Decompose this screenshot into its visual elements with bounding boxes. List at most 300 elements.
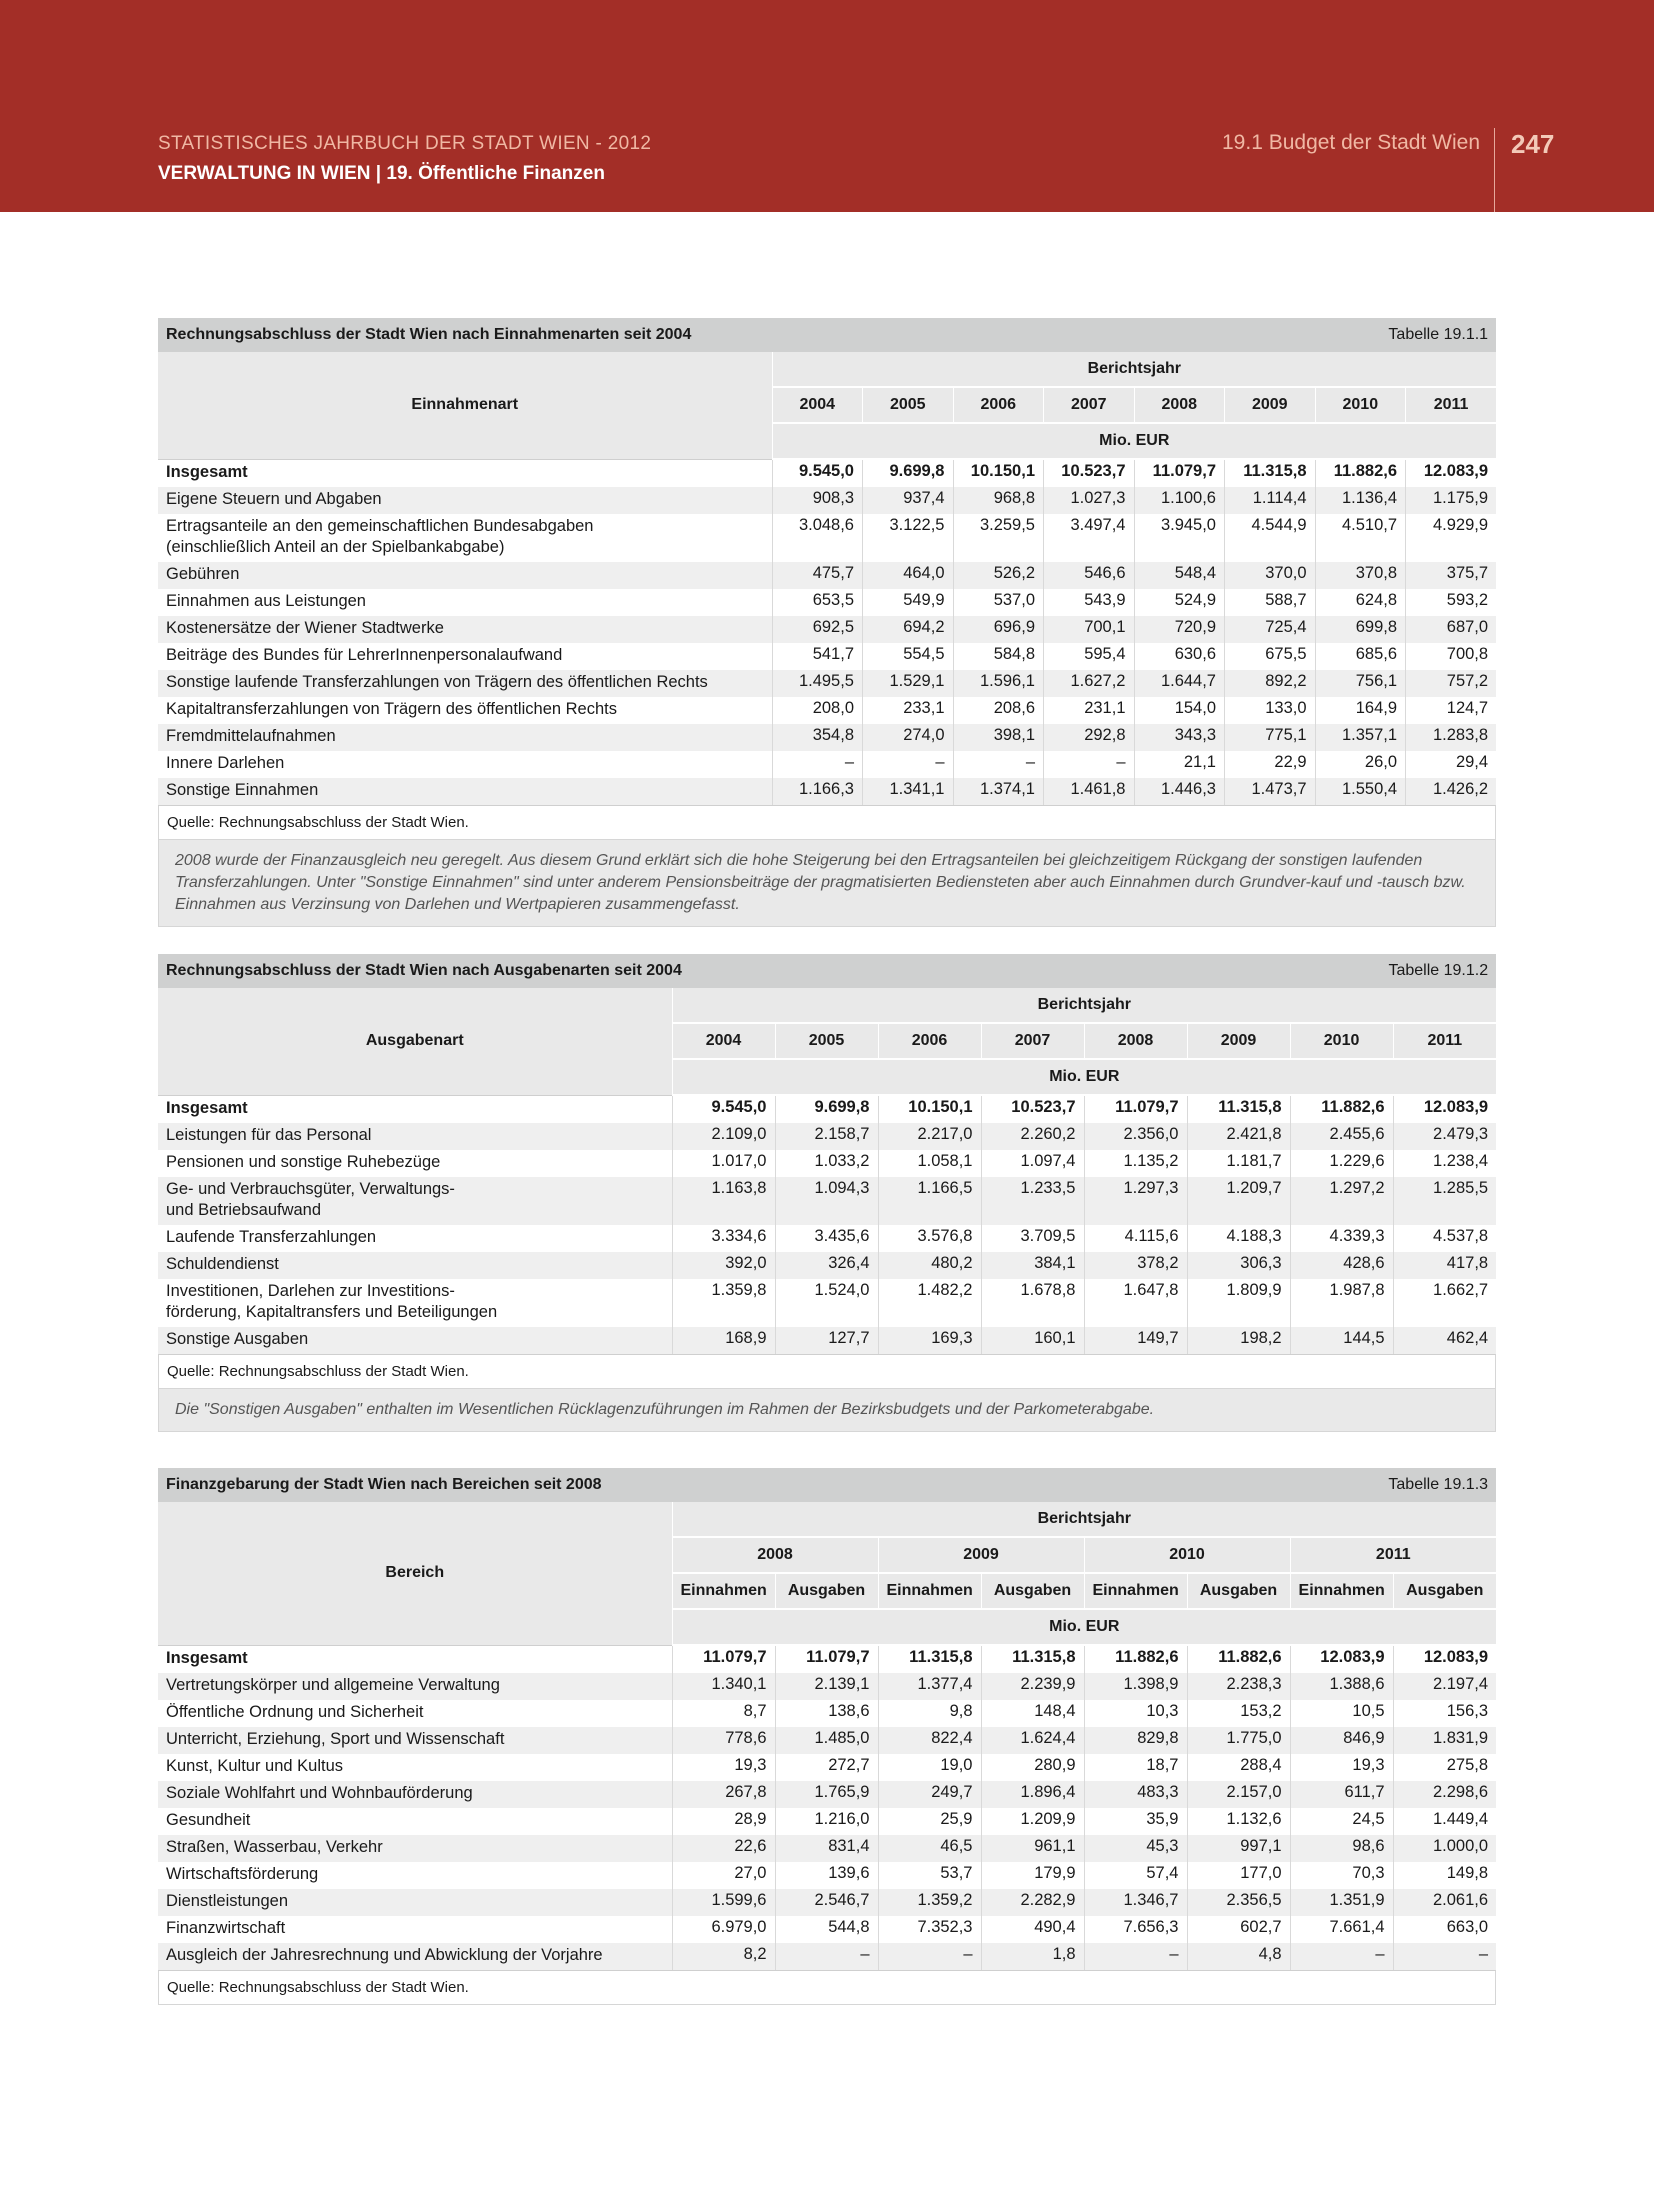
value-cell: 1.359,2 xyxy=(878,1889,981,1916)
value-cell: 546,6 xyxy=(1044,562,1135,589)
value-cell: 1.896,4 xyxy=(981,1781,1084,1808)
row-label xyxy=(158,514,772,562)
value-cell: 133,0 xyxy=(1225,697,1316,724)
value-cell: 18,7 xyxy=(1084,1754,1187,1781)
year-header: 2011 xyxy=(1406,387,1497,423)
value-cell: 231,1 xyxy=(1044,697,1135,724)
value-cell: 10.523,7 xyxy=(981,1095,1084,1123)
value-cell: 2.239,9 xyxy=(981,1673,1084,1700)
value-cell: 1.340,1 xyxy=(672,1673,775,1700)
value-cell: 4.188,3 xyxy=(1187,1225,1290,1252)
table-row xyxy=(158,1862,1496,1889)
row-label-text-cont: und Betriebsaufwand xyxy=(166,1201,322,1219)
value-cell: 4,8 xyxy=(1187,1943,1290,1970)
value-cell: – xyxy=(953,751,1044,778)
table-row xyxy=(158,1279,1496,1327)
value-cell: 483,3 xyxy=(1084,1781,1187,1808)
value-cell: 1.058,1 xyxy=(878,1150,981,1177)
value-cell: 11.315,8 xyxy=(878,1645,981,1673)
value-cell: 274,0 xyxy=(863,724,954,751)
value-cell: 480,2 xyxy=(878,1252,981,1279)
value-cell: 1.473,7 xyxy=(1225,778,1316,805)
group-header: Berichtsjahr xyxy=(672,988,1496,1023)
unit-header: Mio. EUR xyxy=(672,1609,1496,1645)
value-cell: 1.285,5 xyxy=(1393,1177,1496,1225)
value-cell: 544,8 xyxy=(775,1916,878,1943)
value-cell: 1.166,5 xyxy=(878,1177,981,1225)
value-cell: 961,1 xyxy=(981,1835,1084,1862)
value-cell: 1.136,4 xyxy=(1315,487,1406,514)
value-cell: 428,6 xyxy=(1290,1252,1393,1279)
value-cell: 1.529,1 xyxy=(863,670,954,697)
value-cell: 6.979,0 xyxy=(672,1916,775,1943)
table-row xyxy=(158,778,1496,805)
row-label xyxy=(158,670,772,697)
row-label-text: Ausgleich der Jahresrechnung und Abwicklung der Vorjahre xyxy=(166,1946,603,1964)
value-cell: 2.546,7 xyxy=(775,1889,878,1916)
table-19-1-2 xyxy=(158,954,1496,1432)
value-cell: 720,9 xyxy=(1134,616,1225,643)
value-cell: 9.545,0 xyxy=(772,459,863,487)
value-cell: 1.449,4 xyxy=(1393,1808,1496,1835)
value-cell: 846,9 xyxy=(1290,1727,1393,1754)
table-row xyxy=(158,1727,1496,1754)
row-label xyxy=(158,1225,672,1252)
value-cell: 1.132,6 xyxy=(1187,1808,1290,1835)
column-header: Einnahmen xyxy=(672,1573,775,1609)
value-cell: 7.656,3 xyxy=(1084,1916,1187,1943)
value-cell: 1.216,0 xyxy=(775,1808,878,1835)
value-cell: 57,4 xyxy=(1084,1862,1187,1889)
value-cell: 1.094,3 xyxy=(775,1177,878,1225)
value-cell: 1.599,6 xyxy=(672,1889,775,1916)
table-note: 2008 wurde der Finanzausgleich neu geregelt. Aus diesem Grund erklärt sich die hohe Steigerung bei den Ertragsanteilen bei gleichzeitigem Rückgang der sonstigen laufenden Transferzahlungen. Unter "Sonstige Einnahmen" sind unter anderem Pensionsbeiträge der pragmatisierten Bediensteten aber auch Einnahmen durch Grundver-kauf und -tausch bzw. Einnahmen aus Verzinsung von Darlehen und Wertpapieren zusammengefasst. xyxy=(158,840,1496,927)
value-cell: 233,1 xyxy=(863,697,954,724)
value-cell: 3.259,5 xyxy=(953,514,1044,562)
row-label-text: Schuldendienst xyxy=(166,1255,279,1273)
row-label-text: Wirtschaftsförderung xyxy=(166,1865,319,1883)
row-label-text: Innere Darlehen xyxy=(166,754,285,772)
value-cell: 35,9 xyxy=(1084,1808,1187,1835)
value-cell: 249,7 xyxy=(878,1781,981,1808)
value-cell: 10.523,7 xyxy=(1044,459,1135,487)
year-header: 2010 xyxy=(1315,387,1406,423)
value-cell: 11.882,6 xyxy=(1290,1095,1393,1123)
value-cell: 370,0 xyxy=(1225,562,1316,589)
value-cell: 1.831,9 xyxy=(1393,1727,1496,1754)
table-row xyxy=(158,1916,1496,1943)
value-cell: 663,0 xyxy=(1393,1916,1496,1943)
value-cell: 3.122,5 xyxy=(863,514,954,562)
value-cell: 154,0 xyxy=(1134,697,1225,724)
value-cell: 725,4 xyxy=(1225,616,1316,643)
year-header: 2005 xyxy=(863,387,954,423)
value-cell: 1.524,0 xyxy=(775,1279,878,1327)
column-header: Einnahmen xyxy=(878,1573,981,1609)
value-cell: 9.699,8 xyxy=(863,459,954,487)
value-cell: 541,7 xyxy=(772,643,863,670)
row-label xyxy=(158,778,772,805)
table-title: Rechnungsabschluss der Stadt Wien nach Einnahmenarten seit 2004 xyxy=(158,318,1315,352)
value-cell: 593,2 xyxy=(1406,589,1497,616)
value-cell: 98,6 xyxy=(1290,1835,1393,1862)
row-label xyxy=(158,616,772,643)
row-header: Einnahmenart xyxy=(158,352,772,459)
value-cell: – xyxy=(775,1943,878,1970)
value-cell: 1.482,2 xyxy=(878,1279,981,1327)
row-label-text: Unterricht, Erziehung, Sport und Wissenschaft xyxy=(166,1730,505,1748)
year-header: 2006 xyxy=(878,1023,981,1059)
year-header: 2008 xyxy=(1084,1023,1187,1059)
value-cell: 892,2 xyxy=(1225,670,1316,697)
value-cell: 1.398,9 xyxy=(1084,1673,1187,1700)
table-row xyxy=(158,1700,1496,1727)
column-header: Ausgaben xyxy=(1187,1573,1290,1609)
table-row xyxy=(158,589,1496,616)
value-cell: 549,9 xyxy=(863,589,954,616)
row-label xyxy=(158,1727,672,1754)
value-cell: 2.139,1 xyxy=(775,1673,878,1700)
value-cell: 149,8 xyxy=(1393,1862,1496,1889)
row-label-text: Vertretungskörper und allgemeine Verwaltung xyxy=(166,1676,500,1694)
row-label xyxy=(158,487,772,514)
value-cell: 138,6 xyxy=(775,1700,878,1727)
row-label-text: Ge- und Verbrauchsgüter, Verwaltungs- xyxy=(166,1180,455,1198)
value-cell: 164,9 xyxy=(1315,697,1406,724)
table-source: Quelle: Rechnungsabschluss der Stadt Wien. xyxy=(158,1970,1496,2005)
column-header: Ausgaben xyxy=(981,1573,1084,1609)
value-cell: 21,1 xyxy=(1134,751,1225,778)
row-label xyxy=(158,1943,672,1970)
value-cell: 28,9 xyxy=(672,1808,775,1835)
value-cell: 1.166,3 xyxy=(772,778,863,805)
row-label xyxy=(158,1279,672,1327)
value-cell: 8,2 xyxy=(672,1943,775,1970)
value-cell: 537,0 xyxy=(953,589,1044,616)
row-label-text: Fremdmittelaufnahmen xyxy=(166,727,336,745)
value-cell: 1.647,8 xyxy=(1084,1279,1187,1327)
value-cell: 45,3 xyxy=(1084,1835,1187,1862)
row-label-text: Insgesamt xyxy=(166,462,248,481)
value-cell: 1.377,4 xyxy=(878,1673,981,1700)
value-cell: 1.229,6 xyxy=(1290,1150,1393,1177)
value-cell: 611,7 xyxy=(1290,1781,1393,1808)
value-cell: 417,8 xyxy=(1393,1252,1496,1279)
value-cell: 3.709,5 xyxy=(981,1225,1084,1252)
value-cell: 7.661,4 xyxy=(1290,1916,1393,1943)
value-cell: 1.233,5 xyxy=(981,1177,1084,1225)
table-row xyxy=(158,1327,1496,1354)
value-cell: 3.048,6 xyxy=(772,514,863,562)
value-cell: 464,0 xyxy=(863,562,954,589)
value-cell: 1.624,4 xyxy=(981,1727,1084,1754)
value-cell: 1.550,4 xyxy=(1315,778,1406,805)
value-cell: 9,8 xyxy=(878,1700,981,1727)
value-cell: 2.298,6 xyxy=(1393,1781,1496,1808)
value-cell: – xyxy=(772,751,863,778)
row-label xyxy=(158,1835,672,1862)
value-cell: 1.644,7 xyxy=(1134,670,1225,697)
table-row xyxy=(158,616,1496,643)
table-row xyxy=(158,1177,1496,1225)
value-cell: 1.495,5 xyxy=(772,670,863,697)
value-cell: 1.775,0 xyxy=(1187,1727,1290,1754)
value-cell: – xyxy=(1084,1943,1187,1970)
value-cell: 378,2 xyxy=(1084,1252,1187,1279)
table-row xyxy=(158,724,1496,751)
table-row xyxy=(158,1835,1496,1862)
page-number: 247 xyxy=(1511,129,1555,159)
row-label-text-cont: (einschließlich Anteil an der Spielbankabgabe) xyxy=(166,538,505,556)
value-cell: – xyxy=(878,1943,981,1970)
year-header: 2004 xyxy=(772,387,863,423)
value-cell: 1.297,2 xyxy=(1290,1177,1393,1225)
value-cell: 148,4 xyxy=(981,1700,1084,1727)
value-cell: 8,7 xyxy=(672,1700,775,1727)
value-cell: – xyxy=(1290,1943,1393,1970)
value-cell: 687,0 xyxy=(1406,616,1497,643)
value-cell: 1.283,8 xyxy=(1406,724,1497,751)
value-cell: 9.545,0 xyxy=(672,1095,775,1123)
value-cell: 653,5 xyxy=(772,589,863,616)
value-cell: 1.765,9 xyxy=(775,1781,878,1808)
value-cell: 1.426,2 xyxy=(1406,778,1497,805)
value-cell: 2.217,0 xyxy=(878,1123,981,1150)
column-header: Einnahmen xyxy=(1290,1573,1393,1609)
row-label-text: Dienstleistungen xyxy=(166,1892,288,1910)
value-cell: 1.114,4 xyxy=(1225,487,1316,514)
row-label xyxy=(158,1645,672,1673)
row-label-text: Eigene Steuern und Abgaben xyxy=(166,490,382,508)
value-cell: 343,3 xyxy=(1134,724,1225,751)
value-cell: 490,4 xyxy=(981,1916,1084,1943)
value-cell: 27,0 xyxy=(672,1862,775,1889)
year-header: 2008 xyxy=(1134,387,1225,423)
value-cell: – xyxy=(1044,751,1135,778)
value-cell: 1.027,3 xyxy=(1044,487,1135,514)
value-cell: 26,0 xyxy=(1315,751,1406,778)
value-cell: 1.809,9 xyxy=(1187,1279,1290,1327)
value-cell: 700,8 xyxy=(1406,643,1497,670)
value-cell: 11.079,7 xyxy=(672,1645,775,1673)
value-cell: 384,1 xyxy=(981,1252,1084,1279)
value-cell: 22,6 xyxy=(672,1835,775,1862)
value-cell: 624,8 xyxy=(1315,589,1406,616)
value-cell: 700,1 xyxy=(1044,616,1135,643)
row-label xyxy=(158,724,772,751)
row-label-text: Soziale Wohlfahrt und Wohnbauförderung xyxy=(166,1784,473,1802)
value-cell: 968,8 xyxy=(953,487,1044,514)
value-cell: 29,4 xyxy=(1406,751,1497,778)
value-cell: 1.341,1 xyxy=(863,778,954,805)
year-header: 2005 xyxy=(775,1023,878,1059)
value-cell: 602,7 xyxy=(1187,1916,1290,1943)
value-cell: 475,7 xyxy=(772,562,863,589)
value-cell: 1.374,1 xyxy=(953,778,1044,805)
value-cell: 1.000,0 xyxy=(1393,1835,1496,1862)
year-header: 2010 xyxy=(1290,1023,1393,1059)
row-label-text: Öffentliche Ordnung und Sicherheit xyxy=(166,1703,424,1721)
value-cell: 675,5 xyxy=(1225,643,1316,670)
value-cell: 694,2 xyxy=(863,616,954,643)
value-cell: 4.544,9 xyxy=(1225,514,1316,562)
row-label-text: Insgesamt xyxy=(166,1648,248,1667)
row-label xyxy=(158,751,772,778)
row-label xyxy=(158,697,772,724)
value-cell: 1.627,2 xyxy=(1044,670,1135,697)
table-row xyxy=(158,514,1496,562)
value-cell: 12.083,9 xyxy=(1290,1645,1393,1673)
value-cell: 1.238,4 xyxy=(1393,1150,1496,1177)
table-number: Tabelle 19.1.3 xyxy=(1290,1468,1496,1502)
row-label xyxy=(158,589,772,616)
row-label-text: Ertragsanteile an den gemeinschaftlichen Bundesabgaben xyxy=(166,517,594,535)
value-cell: 692,5 xyxy=(772,616,863,643)
value-cell: 2.356,5 xyxy=(1187,1889,1290,1916)
table-row xyxy=(158,1781,1496,1808)
group-header: Berichtsjahr xyxy=(772,352,1496,387)
value-cell: 19,0 xyxy=(878,1754,981,1781)
value-cell: 288,4 xyxy=(1187,1754,1290,1781)
unit-header: Mio. EUR xyxy=(672,1059,1496,1095)
table-row xyxy=(158,1225,1496,1252)
row-label-text: Beiträge des Bundes für LehrerInnenpersonalaufwand xyxy=(166,646,563,664)
value-cell: 11.882,6 xyxy=(1084,1645,1187,1673)
value-cell: 326,4 xyxy=(775,1252,878,1279)
value-cell: 524,9 xyxy=(1134,589,1225,616)
row-label xyxy=(158,1862,672,1889)
value-cell: 156,3 xyxy=(1393,1700,1496,1727)
value-cell: 2.260,2 xyxy=(981,1123,1084,1150)
table-source: Quelle: Rechnungsabschluss der Stadt Wien. xyxy=(158,805,1496,840)
value-cell: 1.461,8 xyxy=(1044,778,1135,805)
value-cell: 10.150,1 xyxy=(953,459,1044,487)
table-19-1-1 xyxy=(158,318,1496,927)
table-number: Tabelle 19.1.1 xyxy=(1315,318,1496,352)
value-cell: 398,1 xyxy=(953,724,1044,751)
value-cell: 1.017,0 xyxy=(672,1150,775,1177)
row-label-text: Kunst, Kultur und Kultus xyxy=(166,1757,344,1775)
value-cell: 685,6 xyxy=(1315,643,1406,670)
value-cell: 11.079,7 xyxy=(1084,1095,1187,1123)
value-cell: 11.882,6 xyxy=(1315,459,1406,487)
unit-header: Mio. EUR xyxy=(772,423,1496,459)
value-cell: 1.175,9 xyxy=(1406,487,1497,514)
value-cell: 19,3 xyxy=(1290,1754,1393,1781)
row-label xyxy=(158,1150,672,1177)
value-cell: 10,5 xyxy=(1290,1700,1393,1727)
value-cell: 829,8 xyxy=(1084,1727,1187,1754)
row-label-text: Investitionen, Darlehen zur Investitions- xyxy=(166,1282,455,1300)
value-cell: 4.929,9 xyxy=(1406,514,1497,562)
group-header: Berichtsjahr xyxy=(672,1502,1496,1537)
value-cell: 997,1 xyxy=(1187,1835,1290,1862)
value-cell: 462,4 xyxy=(1393,1327,1496,1354)
year-header: 2007 xyxy=(1044,387,1135,423)
value-cell: 1.446,3 xyxy=(1134,778,1225,805)
row-label-text: Sonstige Einnahmen xyxy=(166,781,319,799)
value-cell: 831,4 xyxy=(775,1835,878,1862)
value-cell: 267,8 xyxy=(672,1781,775,1808)
table-source: Quelle: Rechnungsabschluss der Stadt Wien. xyxy=(158,1354,1496,1389)
value-cell: 526,2 xyxy=(953,562,1044,589)
row-label xyxy=(158,643,772,670)
table-row xyxy=(158,751,1496,778)
value-cell: 1.678,8 xyxy=(981,1279,1084,1327)
value-cell: 1.359,8 xyxy=(672,1279,775,1327)
value-cell: 1.297,3 xyxy=(1084,1177,1187,1225)
table-number: Tabelle 19.1.2 xyxy=(1290,954,1496,988)
row-label xyxy=(158,1123,672,1150)
table-note: Die "Sonstigen Ausgaben" enthalten im Wesentlichen Rücklagenzuführungen im Rahmen der Bezirksbudgets und der Parkometerabgabe. xyxy=(158,1389,1496,1432)
year-header: 2006 xyxy=(953,387,1044,423)
row-label-text: Laufende Transferzahlungen xyxy=(166,1228,377,1246)
value-cell: 3.334,6 xyxy=(672,1225,775,1252)
value-cell: 1.100,6 xyxy=(1134,487,1225,514)
value-cell: 275,8 xyxy=(1393,1754,1496,1781)
value-cell: 1.662,7 xyxy=(1393,1279,1496,1327)
year-header: 2009 xyxy=(878,1537,1084,1573)
row-label xyxy=(158,1889,672,1916)
value-cell: 139,6 xyxy=(775,1862,878,1889)
value-cell: 778,6 xyxy=(672,1727,775,1754)
year-header: 2011 xyxy=(1290,1537,1496,1573)
value-cell: – xyxy=(1393,1943,1496,1970)
row-label xyxy=(158,1095,672,1123)
row-label-text: Sonstige Ausgaben xyxy=(166,1330,309,1348)
column-header: Ausgaben xyxy=(775,1573,878,1609)
value-cell: 2.158,7 xyxy=(775,1123,878,1150)
value-cell: 4.115,6 xyxy=(1084,1225,1187,1252)
value-cell: 11.315,8 xyxy=(1225,459,1316,487)
year-header: 2008 xyxy=(672,1537,878,1573)
value-cell: 4.537,8 xyxy=(1393,1225,1496,1252)
value-cell: 280,9 xyxy=(981,1754,1084,1781)
row-label-text: Gesundheit xyxy=(166,1811,251,1829)
value-cell: 699,8 xyxy=(1315,616,1406,643)
table-row xyxy=(158,562,1496,589)
value-cell: 46,5 xyxy=(878,1835,981,1862)
value-cell: 124,7 xyxy=(1406,697,1497,724)
year-header: 2004 xyxy=(672,1023,775,1059)
year-header: 2009 xyxy=(1225,387,1316,423)
value-cell: 1.163,8 xyxy=(672,1177,775,1225)
value-cell: 1.181,7 xyxy=(1187,1150,1290,1177)
value-cell: 1.346,7 xyxy=(1084,1889,1187,1916)
header-divider xyxy=(1494,128,1495,212)
yearbook-title: STATISTISCHES JAHRBUCH DER STADT WIEN - 2012 xyxy=(158,133,652,154)
value-cell: 10.150,1 xyxy=(878,1095,981,1123)
value-cell: 153,2 xyxy=(1187,1700,1290,1727)
value-cell: 70,3 xyxy=(1290,1862,1393,1889)
value-cell: 306,3 xyxy=(1187,1252,1290,1279)
value-cell: 1.388,6 xyxy=(1290,1673,1393,1700)
value-cell: 2.455,6 xyxy=(1290,1123,1393,1150)
value-cell: 11.079,7 xyxy=(1134,459,1225,487)
row-label-text: Leistungen für das Personal xyxy=(166,1126,372,1144)
total-row xyxy=(158,459,1496,487)
row-label-text: Kostenersätze der Wiener Stadtwerke xyxy=(166,619,444,637)
row-label-text: Insgesamt xyxy=(166,1098,248,1117)
row-label xyxy=(158,1808,672,1835)
value-cell: 1.033,2 xyxy=(775,1150,878,1177)
value-cell: 2.421,8 xyxy=(1187,1123,1290,1150)
value-cell: 292,8 xyxy=(1044,724,1135,751)
row-header: Ausgabenart xyxy=(158,988,672,1095)
value-cell: 208,6 xyxy=(953,697,1044,724)
table-row xyxy=(158,670,1496,697)
value-cell: 1.987,8 xyxy=(1290,1279,1393,1327)
